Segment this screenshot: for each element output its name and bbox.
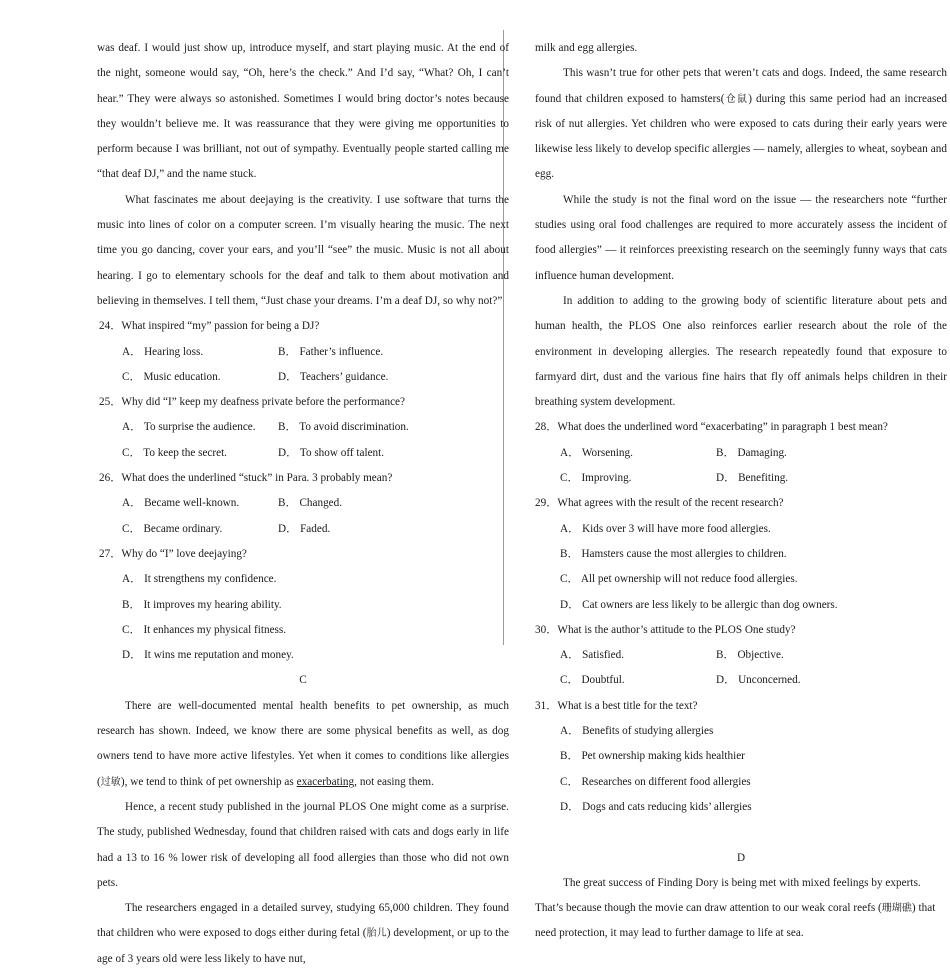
question-31-option-d[interactable] xyxy=(535,795,947,820)
question-26-text: What does the underlined “stuck” in Para. 3 probably mean? xyxy=(121,472,393,485)
passage-c-cont-p2-part-2: ) during this same period had an increased risk of nut allergies. Yet children who were exposed to cats during their early years were likewise less likely to develop specific allergies — namely, allergies to wheat, soybean and egg. xyxy=(535,92,947,181)
question-24-option-c[interactable] xyxy=(122,365,278,390)
option-text: Benefits of studying allergies xyxy=(582,725,714,738)
question-24-number: 24． xyxy=(99,320,122,333)
passage-d-p1-gloss-coral-reef: 珊瑚礁 xyxy=(881,903,912,915)
option-label: D． xyxy=(560,598,580,611)
passage-d-p1-part-1: The great success of Finding Dory is being met with mixed feelings by experts. That’s because though the movie can draw attention to our weak coral reefs ( xyxy=(535,876,921,915)
question-30-option-a[interactable] xyxy=(560,643,716,668)
option-label: C． xyxy=(122,446,141,459)
option-label: D． xyxy=(716,674,736,687)
question-31-option-c[interactable] xyxy=(535,770,947,795)
question-31-option-a[interactable] xyxy=(535,719,947,744)
question-28-option-b[interactable] xyxy=(716,441,787,466)
passage-c-p1-part-3: , not easing them. xyxy=(354,775,434,788)
option-label: D． xyxy=(278,522,298,535)
question-26-option-b[interactable] xyxy=(278,491,342,516)
passage-d-paragraph-1 xyxy=(535,871,947,947)
question-29-stem xyxy=(535,491,947,516)
option-label: A． xyxy=(122,421,142,434)
option-label: A． xyxy=(122,497,142,510)
passage-b-paragraph-2: What fascinates me about deejaying is the creativity. I use software that turns the music into lines of color on a computer screen. I’m visually hearing the music. The next time you go dancing, cover your ears, and you’ll “see” the music. Music is not all about hearing. I go to elementary schools for the deaf and talk to them about motivation and believing in themselves. I tell them, “Just chase your dreams. I’m a deaf DJ, so why not?” xyxy=(97,193,509,307)
option-text: Improving. xyxy=(581,472,632,485)
question-27-option-c[interactable] xyxy=(97,618,509,643)
option-text: Father’s influence. xyxy=(299,345,384,358)
option-label: A． xyxy=(560,522,580,535)
option-text: Doubtful. xyxy=(581,674,625,687)
option-label: A． xyxy=(122,573,142,586)
passage-c-cont-paragraph-1: milk and egg allergies. xyxy=(535,42,638,54)
question-25-options-row-1 xyxy=(97,415,509,440)
option-text: Dogs and cats reducing kids’ allergies xyxy=(582,800,752,813)
question-30-options-row-2 xyxy=(535,668,947,693)
question-27-option-a[interactable] xyxy=(97,567,509,592)
option-text: Hearing loss. xyxy=(144,345,204,358)
option-label: B． xyxy=(716,446,735,459)
option-text: Became well-known. xyxy=(144,497,240,510)
option-text: Teachers’ guidance. xyxy=(299,370,389,383)
question-25-option-d[interactable] xyxy=(278,441,384,466)
question-25-number: 25． xyxy=(99,396,122,409)
option-label: C． xyxy=(122,623,141,636)
passage-c-paragraph-1 xyxy=(97,694,509,795)
question-27-number: 27． xyxy=(99,547,122,560)
option-label: D． xyxy=(278,370,298,383)
option-text: Benefiting. xyxy=(738,472,789,485)
option-text: Unconcerned. xyxy=(738,674,801,687)
option-label: A． xyxy=(560,446,580,459)
question-26-option-a[interactable] xyxy=(122,491,278,516)
question-24-options-row-2 xyxy=(97,365,509,390)
option-text: Became ordinary. xyxy=(143,522,223,535)
question-24-option-d[interactable] xyxy=(278,365,388,390)
question-28-option-a[interactable] xyxy=(560,441,716,466)
passage-c-p1-gloss-allergy: 过敏 xyxy=(100,776,121,788)
option-text: Music education. xyxy=(143,370,221,383)
passage-c-p3-gloss-fetal: 胎儿 xyxy=(366,928,387,940)
question-30-stem xyxy=(535,618,947,643)
option-label: C． xyxy=(560,472,579,485)
question-28-option-d[interactable] xyxy=(716,466,788,491)
option-label: D． xyxy=(716,472,736,485)
question-30-option-b[interactable] xyxy=(716,643,784,668)
question-27-text: Why do “I” love deejaying? xyxy=(121,547,247,560)
question-30-option-d[interactable] xyxy=(716,668,801,693)
question-29-option-d[interactable] xyxy=(535,593,947,618)
question-30-options-row-1 xyxy=(535,643,947,668)
passage-c-cont-paragraph-3: While the study is not the final word on the issue — the researchers note “further studies using oral food challenges are required to more accurately assess the incident of food allergies” — it reinforces preexisting research on the seemingly funny ways that cats influence human development. xyxy=(535,193,947,282)
option-text: All pet ownership will not reduce food allergies. xyxy=(580,573,798,586)
question-26-number: 26． xyxy=(99,472,122,485)
option-label: D． xyxy=(278,446,298,459)
option-label: C． xyxy=(122,522,141,535)
question-26-stem xyxy=(97,466,509,491)
question-24-option-a[interactable] xyxy=(122,340,278,365)
option-label: B． xyxy=(122,598,141,611)
question-31-text: What is a best title for the text? xyxy=(557,699,698,712)
question-25-option-a[interactable] xyxy=(122,415,278,440)
option-text: Objective. xyxy=(737,649,784,662)
option-text: It strengthens my confidence. xyxy=(144,573,277,586)
option-label: D． xyxy=(560,800,580,813)
question-29-number: 29． xyxy=(535,497,558,510)
passage-c-cont-p2-part-1: This wasn’t true for other pets that weren’t cats and dogs. Indeed, the same research found that children exposed to hamsters( xyxy=(535,67,947,105)
option-text: Worsening. xyxy=(581,446,633,459)
passage-c-p3-part-1: The researchers engaged in a detailed survey, studying 65,000 children. They found that children who were exposed to dogs either during fetal ( xyxy=(97,902,509,940)
question-24-option-b[interactable] xyxy=(278,340,383,365)
question-26-options-row-2 xyxy=(97,517,509,542)
question-28-options-row-2 xyxy=(535,466,947,491)
option-label: C． xyxy=(560,674,579,687)
question-24-options-row-1 xyxy=(97,340,509,365)
option-label: A． xyxy=(560,725,580,738)
option-text: It wins me reputation and money. xyxy=(144,649,294,662)
option-label: D． xyxy=(122,649,142,662)
question-28-option-c[interactable] xyxy=(560,466,716,491)
option-label: C． xyxy=(560,775,579,788)
question-25-stem xyxy=(97,390,509,415)
right-column xyxy=(535,36,947,972)
question-28-text: What does the underlined word “exacerbating” in paragraph 1 best mean? xyxy=(557,421,888,434)
passage-c-paragraph-2: Hence, a recent study published in the journal PLOS One might come as a surprise. The study, published Wednesday, found that children raised with cats and dogs early in life had a 13 to 16 % lower risk of developing all food allergies than those who did not own pets. xyxy=(97,800,509,889)
passage-c-cont-p2-gloss-hamster: 仓鼠 xyxy=(724,93,749,105)
passage-c-paragraph-3 xyxy=(97,896,509,972)
left-column xyxy=(97,36,509,972)
option-text: Faded. xyxy=(300,522,331,535)
question-31-stem xyxy=(535,694,947,719)
question-26-option-c[interactable] xyxy=(122,517,278,542)
question-27-stem xyxy=(97,542,509,567)
option-text: To avoid discrimination. xyxy=(299,421,409,434)
passage-c-cont-paragraph-2 xyxy=(535,61,947,187)
question-24-stem xyxy=(97,314,509,339)
passage-c-cont-paragraph-4: In addition to adding to the growing body of scientific literature about pets and human health, the PLOS One also reinforces earlier research about the role of the environment in developing allergies. The research repeatedly found that exposure to farmyard dirt, dust and the various fine hairs that fly off animals helps children in their breathing system development. xyxy=(535,294,947,409)
passage-d-letter: D xyxy=(736,851,746,864)
passage-c-p3-part-2: ) development, or up to the age of 3 years old were less likely to have nut, xyxy=(97,927,509,965)
question-25-option-b[interactable] xyxy=(278,415,409,440)
question-25-text: Why did “I” keep my deafness private before the performance? xyxy=(121,396,405,409)
option-label: A． xyxy=(560,649,580,662)
question-26-option-d[interactable] xyxy=(278,517,330,542)
question-25-options-row-2 xyxy=(97,441,509,466)
option-label: A． xyxy=(122,345,142,358)
option-label: C． xyxy=(122,370,141,383)
question-27-option-b[interactable] xyxy=(97,593,509,618)
option-text: To surprise the audience. xyxy=(143,421,256,434)
passage-b-paragraph-1: was deaf. I would just show up, introduce myself, and start playing music. At the end of the night, someone would say, “Oh, here’s the check.” And I’d say, “What? Oh, I can’t hear.” They were always so astonished. Sometimes I would bring doctor’s notes because they wouldn’t believe me. It was reassurance that they were giving me opportunities to perform because I was brilliant, not out of sympathy. Eventually people started calling me “that deaf DJ,” and the name stuck. xyxy=(97,42,509,181)
question-29-option-a[interactable] xyxy=(535,517,947,542)
option-text: Changed. xyxy=(299,497,343,510)
question-29-option-b[interactable] xyxy=(535,542,947,567)
passage-c-p1-part-2: ), we tend to think of pet ownership as xyxy=(120,775,297,788)
option-text: It improves my hearing ability. xyxy=(143,598,282,611)
question-26-options-row-1 xyxy=(97,491,509,516)
option-label: B． xyxy=(278,345,297,358)
passage-d-p1-part-2: ) that need protection, it may lead to further damage to life at sea. xyxy=(535,902,936,940)
option-text: Researches on different food allergies xyxy=(581,775,751,788)
option-text: Kids over 3 will have more food allergies. xyxy=(582,522,771,535)
question-28-number: 28． xyxy=(535,421,558,434)
option-label: B． xyxy=(560,547,579,560)
question-30-text: What is the author’s attitude to the PLOS One study? xyxy=(557,623,796,636)
option-label: B． xyxy=(716,649,735,662)
question-28-stem xyxy=(535,415,947,440)
two-column-layout xyxy=(0,36,950,972)
option-text: To keep the secret. xyxy=(143,446,227,459)
question-25-option-c[interactable] xyxy=(122,441,278,466)
option-label: C． xyxy=(560,573,579,586)
question-30-number: 30． xyxy=(535,623,558,636)
question-27-option-d[interactable] xyxy=(97,643,509,668)
question-30-option-c[interactable] xyxy=(560,668,716,693)
option-text: Damaging. xyxy=(737,446,787,459)
question-29-text: What agrees with the result of the recent research? xyxy=(557,497,784,510)
passage-c-p1-part-1: There are well-documented mental health benefits to pet ownership, as much research has shown. Indeed, we know there are some physical benefits as well, as dog owners tend to have more active lifestyles. Yet when it comes to conditions like allergies ( xyxy=(97,699,509,788)
question-31-option-b[interactable] xyxy=(535,744,947,769)
passage-d-spacer xyxy=(535,820,947,845)
option-text: Satisfied. xyxy=(582,649,625,662)
option-label: B． xyxy=(278,421,297,434)
underlined-word-exacerbating: exacerbating xyxy=(296,775,355,788)
question-28-options-row-1 xyxy=(535,441,947,466)
question-31-number: 31． xyxy=(535,699,558,712)
option-label: B． xyxy=(560,750,579,763)
option-text: Pet ownership making kids healthier xyxy=(581,750,745,763)
passage-c-letter: C xyxy=(299,674,307,687)
option-label: B． xyxy=(278,497,297,510)
question-29-option-c[interactable] xyxy=(535,567,947,592)
question-24-text: What inspired “my” passion for being a DJ? xyxy=(121,320,320,333)
option-text: Cat owners are less likely to be allergic than dog owners. xyxy=(582,598,838,611)
option-text: To show off talent. xyxy=(299,446,385,459)
option-text: Hamsters cause the most allergies to children. xyxy=(581,547,787,560)
option-text: It enhances my physical fitness. xyxy=(143,623,287,636)
